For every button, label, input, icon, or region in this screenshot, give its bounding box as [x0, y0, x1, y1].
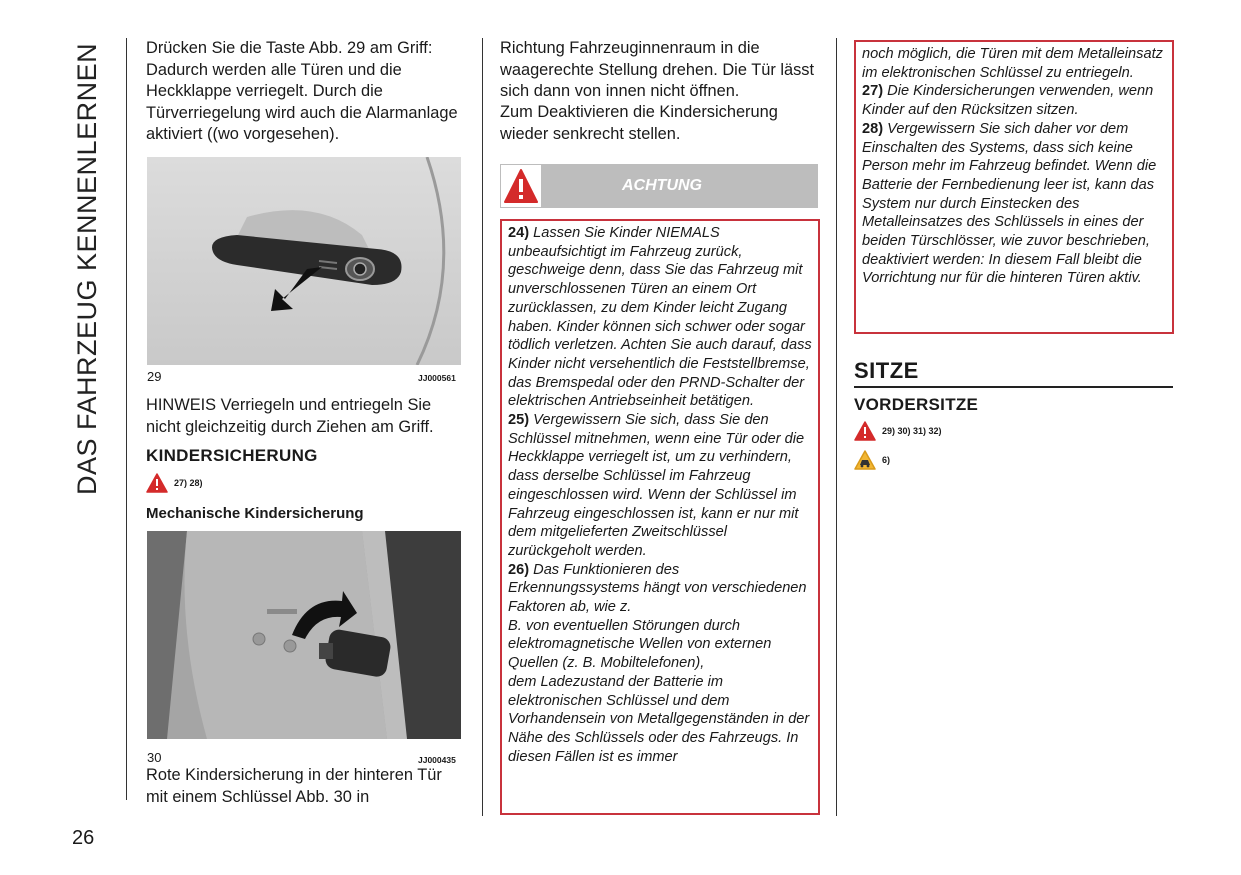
- left-divider: [126, 38, 127, 800]
- sitze-heading: SITZE: [854, 358, 919, 383]
- figure-30-number: 30: [147, 750, 162, 765]
- warning-box-24-26: [500, 219, 820, 815]
- figure-30-code: JJ000435: [418, 755, 456, 765]
- figure-29-number: 29: [147, 369, 162, 384]
- warning-triangle-icon: [501, 165, 541, 207]
- figure-29-code: JJ000561: [418, 373, 456, 383]
- deaktivieren-paragraph: Zum Deaktivieren die Kindersicherung wieder senkrecht stellen.: [500, 103, 778, 143]
- warning-25: 25) Vergewissern Sie sich, dass Sie den Schlüssel mitnehmen, wenn eine Tür oder die Heckklappe verriegelt ist, um zu verhindern, dass derselbe Schlüssel im Fahrzeug eingeschlossen wird. Wenn der Schlüssel im Fahrzeug eingeschlossen ist, kann er nur mit dem mitgelieferten Zweitschlüssel zurückgeholt werden.: [508, 412, 805, 559]
- caution-triangle-icon: [854, 450, 876, 470]
- sitze-heading-block: [854, 358, 1173, 388]
- warning-26-continued: noch möglich, die Türen mit dem Metalleinsatz im elektronischen Schlüssel zu entriegeln.: [862, 46, 1163, 81]
- vordersitze-caution-refs: [854, 450, 890, 470]
- hinweis-paragraph: HINWEIS Verriegeln und entriegeln Sie nicht gleichzeitig durch Ziehen am Griff.: [146, 396, 434, 436]
- warning-26-b: B. von eventuellen Störungen durch elektromagnetische Wellen von externen Quellen (z. B. Mobiltelefonen),: [508, 617, 772, 672]
- vordersitze-warn-refs: 29) 30) 31) 32): [882, 426, 942, 436]
- section-title-vertical: [58, 35, 118, 495]
- figure-29-door-handle: [147, 157, 461, 365]
- vordersitze-heading-block: [854, 395, 978, 415]
- warning-triangle-icon: [854, 421, 876, 441]
- rote-kindersicherung-paragraph: Rote Kindersicherung in der hinteren Tür mit einem Schlüssel Abb. 30 in: [146, 766, 442, 806]
- achtung-icon-box: [500, 164, 542, 208]
- kindersicherung-warning-refs: [146, 473, 203, 493]
- column-divider-1: [482, 38, 483, 816]
- warning-box-27-28: [854, 40, 1174, 334]
- section-title: DAS FAHRZEUG KENNENLERNEN: [72, 42, 102, 495]
- vordersitze-heading: VORDERSITZE: [854, 395, 979, 414]
- intro-paragraph: Drücken Sie die Taste Abb. 29 am Griff: Dadurch werden alle Türen und die Heckklappe verriegelt. Durch die Türverriegelung wird auch die Alarmanlage aktiviert ((wo vorgesehen).: [146, 39, 458, 144]
- kindersicherung-heading: [146, 446, 318, 466]
- vordersitze-caution-ref: 6): [882, 455, 891, 465]
- figure-30-child-lock: [147, 531, 461, 739]
- kindersicherung-refs: 27) 28): [174, 478, 203, 488]
- column-divider-2: [836, 38, 837, 816]
- achtung-banner: [500, 164, 818, 208]
- warning-24: 24) Lassen Sie Kinder NIEMALS unbeaufsichtigt im Fahrzeug zurück, geschweige denn, dass Sie das Fahrzeug mit unverschlossenen Türen an einem Ort zurücklassen, zu dem Kinder leicht Zugang haben. Kinder können sich schwer oder sogar tödlich verletzen. Achten Sie auch darauf, dass Kinder nicht versehentlich die Feststellbremse, das Bremspedal oder den PRND-Schalter der elektrischen Antriebseinheit betätigen.: [508, 225, 812, 410]
- warning-triangle-icon: [146, 473, 168, 493]
- warning-26-c: dem Ladezustand der Batterie im elektronischen Schlüssel und dem Vorhandensein von Metallgegenständen in der Nähe des Schlüssels oder des Fahrzeugs. In diesen Fällen ist es immer: [508, 673, 810, 765]
- mechanische-heading: Mechanische Kindersicherung: [146, 505, 364, 522]
- achtung-label: ACHTUNG: [622, 177, 702, 194]
- warning-27: 27) Die Kindersicherungen verwenden, wenn Kinder auf den Rücksitzen sitzen.: [862, 83, 1154, 119]
- warning-28: 28) Vergewissern Sie sich daher vor dem Einschalten des Systems, dass sich keine Person mehr im Fahrzeug befindet. Wenn die Batterie der Fernbedienung leer ist, kann das System nur durch Einstecken des Metalleinsatzes des Schlüssels in eines der beiden Türschlösser, wie zuvor beschrieben, deaktiviert werden: In diesem Fall bleibt die Vorrichtung nur für die hinteren Türen aktiv.: [862, 120, 1157, 287]
- vordersitze-warning-refs: [854, 421, 942, 441]
- warning-26: 26) Das Funktionieren des Erkennungssystems hängt von verschiedenen Faktoren ab, wie z.: [508, 561, 807, 616]
- kindersicherung-title: KINDERSICHERUNG: [146, 446, 318, 465]
- richtung-paragraph: Richtung Fahrzeuginnenraum in die waagerechte Stellung drehen. Die Tür lässt sich dann von innen nicht öffnen.: [500, 39, 815, 101]
- page-number: 26: [72, 827, 95, 849]
